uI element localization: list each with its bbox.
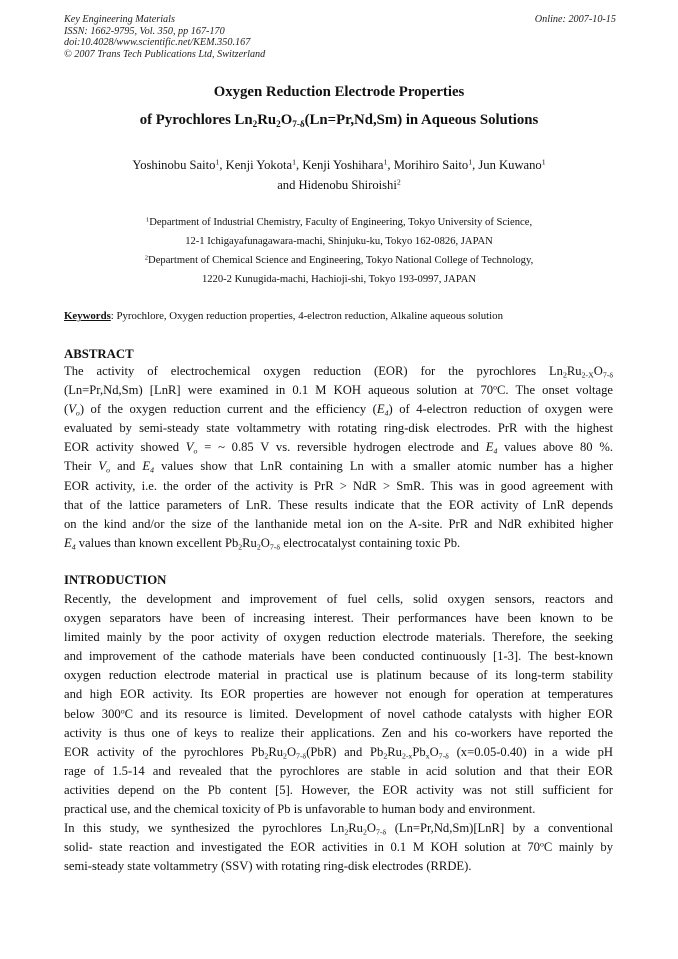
author: Kenji Yoshihara [302, 158, 384, 172]
author: Kenji Yokota [225, 158, 293, 172]
affiliation-2-address: 1220-2 Kunugida-machi, Hachioji-shi, Tokyo 193-0997, JAPAN [201, 274, 477, 285]
author: Morihiro Saito [393, 158, 469, 172]
author: Jun Kuwano [478, 158, 542, 172]
affiliations [64, 213, 614, 289]
journal-header [64, 14, 616, 60]
paper-title-line-1: Oxygen Reduction Electrode Properties [213, 84, 465, 100]
online-date: Online: 2007-10-15 [534, 14, 616, 25]
journal-name: Key Engineering Materials [64, 14, 175, 25]
author: Yoshinobu Saito [132, 158, 216, 172]
doi-line: doi:10.4028/www.scientific.net/KEM.350.167 [64, 37, 251, 49]
copyright-line: © 2007 Trans Tech Publications Ltd, Switzerland [64, 48, 266, 60]
keywords-label: Keywords [64, 310, 111, 322]
affiliation-1-address: 12-1 Ichigayafunagawara-machi, Shinjuku-ku, Tokyo 162-0826, JAPAN [185, 236, 493, 247]
introduction-body: Recently, the development and improvement of fuel cells, solid oxygen sensors, reactors and oxygen separators have been of increasing interest. Their performances have been known to be limited mainly by the poor activity of oxygen reduction electrode materials. Therefore, the seeking and improvement of the cathode materials have been conducted continuously [1-3]. The best-known oxygen reduction electrode material in practical use is platinum because of its long-term stability and high EOR activity. Its EOR properties are however not enough for operation at temperatures below 300$^o$C and its resource is limited. Development of novel cathode catalysts with higher EOR activity is thus one of keys to realize their applications. Zen and his co-workers have reported the EOR activity of the pyrochlores $Pb_2Ru_2O_{7-\delta}(PbR)$ and $Pb_2Ru_{2-x}Pb_xO_{7-\delta}$ (x=0.05-0.40) in a wide pH rage of 1.5-14 and revealed that the pyrochlores are stable in acid solution and that their EOR activities depend on the Pb content [5]. However, the EOR activity was not still sufficient for practical use, and the chemical toxicity of Pb is unfavorable to human body and environment. In this study, we synthesized the pyrochlores $Ln_2Ru_2O_{7-\delta}$ (Ln=Pr,Nd,Sm)[LnR] by a conventional solid- state reaction and investigated the EOR activities in 0.1 M KOH solution at 70$^o$C mainly by semi-steady state voltammetry (SSV) with rotating ring-disk electrodes (RRDE). [64, 592, 613, 874]
paper-title-line-2: of Pyrochlores $Ln_2Ru_2O_{7-\delta}(Ln=Pr,Nd,Sm)$ in Aqueous Solutions [139, 112, 539, 129]
keywords [64, 309, 616, 323]
author-list: Yoshinobu Saito$^1$, Kenji Yokota$^1$, Kenji Yoshihara$^1$, Morihiro Saito$^1$, Jun Kuwano$^1$ and Hidenobu Shiroishi$^2$ [132, 157, 546, 192]
affiliation-1: $^1$Department of Industrial Chemistry, Faculty of Engineering, Tokyo University of Science, [145, 216, 533, 228]
issn-line: ISSN: 1662-9795, Vol. 350, pp 167-170 [64, 25, 225, 37]
abstract-body: The activity of electrochemical oxygen reduction (EOR) for the pyrochlores $Ln_2Ru_{2-X}O_{7-\delta}$ (Ln=Pr,Nd,Sm) [LnR] were examined in 0.1 M KOH aqueous solution at 70$^o$C. The onset voltage $(V_o)$ of the oxygen reduction current and the efficiency $(E_4)$ of 4-electron reduction of oxygen were evaluated by semi-steady state voltammetry with rotating ring-disk electrodes. PrR with the highest EOR activity showed $V_o$ = ~ 0.85 V vs. reversible hydrogen electrode and $E_4$ values above 80 %. Their $V_o$ and $E_4$ values show that LnR containing Ln with a smaller atomic number has a higher EOR activity, i.e. the order of the activity is PrR > NdR > SmR. This was in good agreement with that of the lattice parameters of LnR. These results indicate that the EOR activity of LnR depends on the kind and/or the size of the lanthanide metal ion on the A-site. PrR and NdR exhibited higher $E_4$ values than known excellent $Pb_2Ru_2O_{7-\delta}$ electrocatalyst containing toxic Pb. [64, 364, 614, 552]
abstract-heading: ABSTRACT [64, 347, 134, 361]
keywords-text: : Pyrochlore, Oxygen reduction properties, 4-electron reduction, Alkaline aqueous solution [110, 310, 503, 322]
author: and Hidenobu Shiroishi [277, 178, 397, 192]
introduction-heading: INTRODUCTION [64, 573, 167, 587]
affiliation-2: $^2$Department of Chemical Science and Engineering, Tokyo National College of Technology, [144, 254, 534, 266]
